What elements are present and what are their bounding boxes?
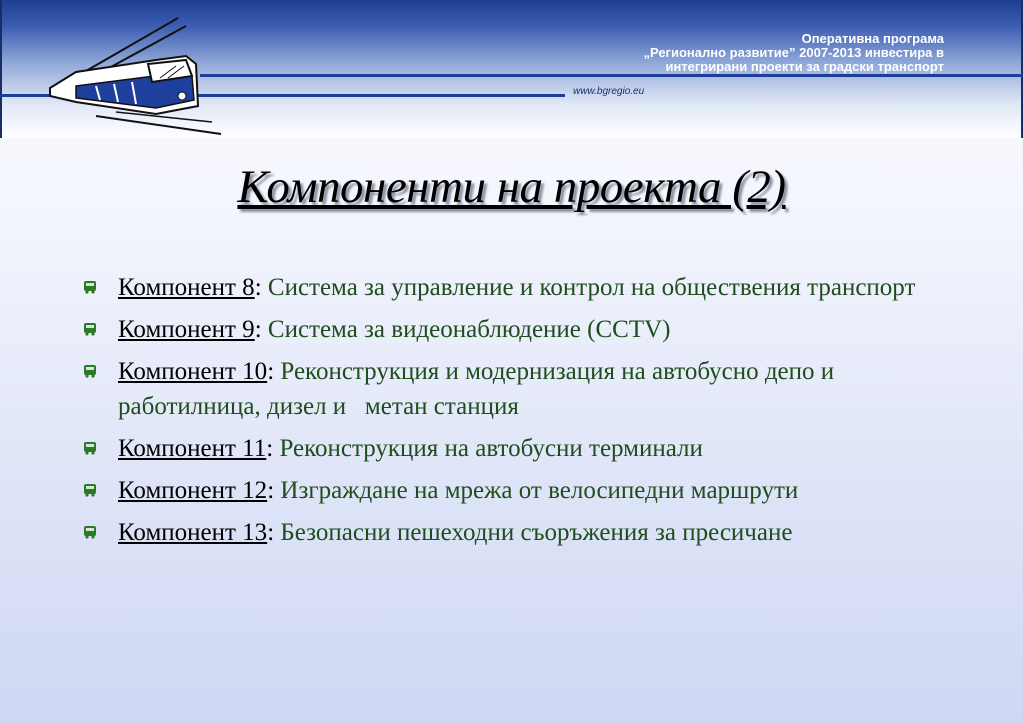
list-item [80,473,980,508]
component-text: Система за видеонаблюдение (CCTV) [261,316,671,343]
components-list [80,270,980,557]
bus-bullet-icon [83,364,97,378]
label-colon: : [254,274,262,301]
component-label: Компонент 13 [118,519,268,546]
component-text: Реконструкция и модернизация на автобусно депо и работилница, дизел и метан станция [118,358,841,420]
component-text: Изграждане на мрежа от велосипедни маршрути [274,477,799,504]
component-label: Компонент 11 [118,435,267,462]
component-label: Компонент 9 [118,316,255,343]
label-colon: : [267,358,275,385]
bus-bullet-icon [83,322,97,336]
list-item [80,312,980,347]
program-tagline [572,32,944,74]
bus-bullet-icon [83,525,97,539]
label-colon: : [266,435,274,462]
frame-left [0,0,2,138]
list-item [80,270,980,305]
label-colon: : [267,477,275,504]
component-label: Компонент 10 [118,358,268,385]
tram-logo-icon [36,16,226,136]
component-label: Компонент 12 [118,477,268,504]
component-label: Компонент 8 [118,274,255,301]
label-colon: : [254,316,262,343]
list-item [80,354,980,424]
tagline-line: интегрирани проекти за градски транспорт [665,59,944,74]
tagline-line: Оперативна програма [801,31,944,46]
bus-bullet-icon [83,441,97,455]
website-url: www.bgregio.eu [573,86,645,97]
header-banner [0,0,1023,138]
component-text: Система за управление и контрол на обществения транспорт [261,274,916,301]
bus-bullet-icon [83,483,97,497]
tagline-line: „Регионално развитие” 2007-2013 инвестира в [643,45,944,60]
header-stripe-top [200,74,1023,77]
label-colon: : [267,519,275,546]
bus-bullet-icon [83,280,97,294]
list-item [80,515,980,550]
component-text: Безопасни пешеходни съоръжения за пресичане [274,519,793,546]
list-item [80,431,980,466]
component-text: Реконструкция на автобусни терминали [273,435,703,462]
slide-title: Компоненти на проекта (2) [237,161,786,213]
